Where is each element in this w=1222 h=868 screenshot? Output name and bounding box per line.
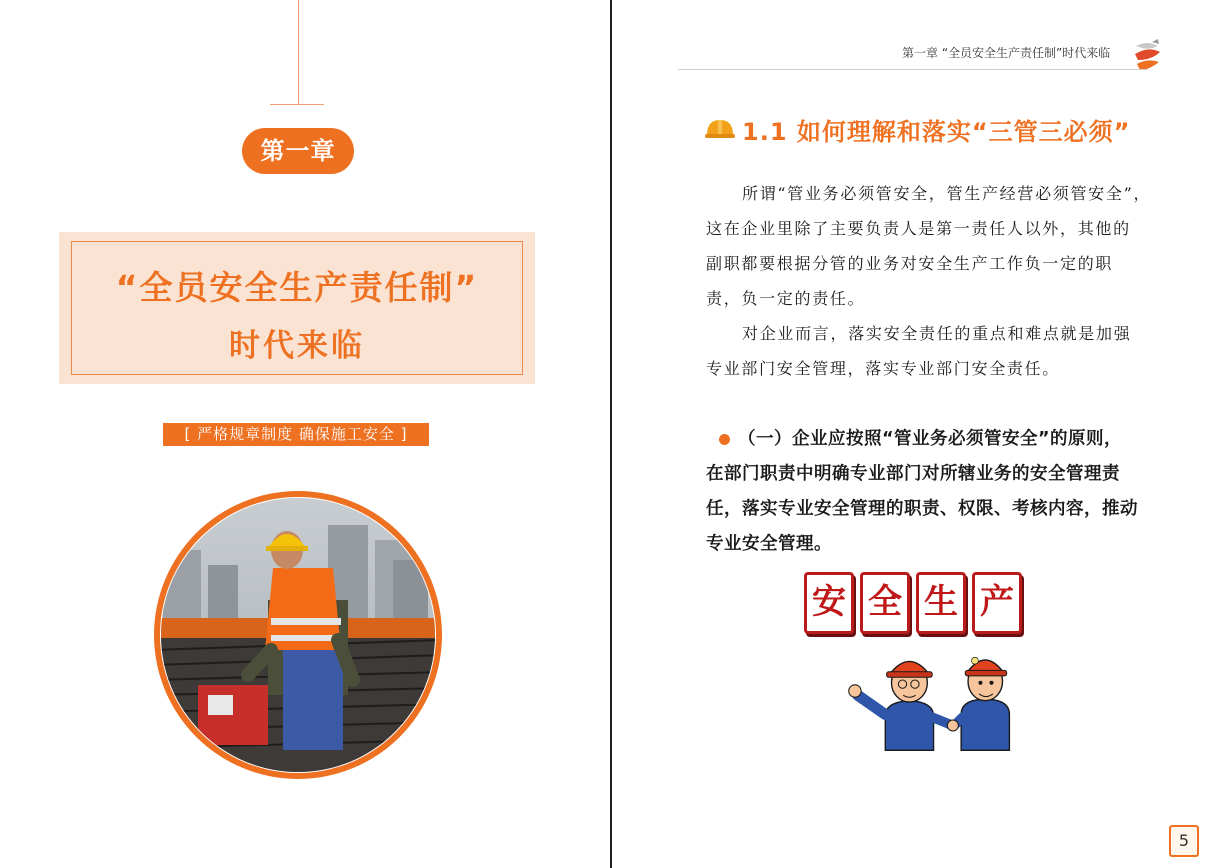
chapter-title-box [59,232,535,384]
paragraph-1-line: 所谓“管业务必须管安全，管生产经营必须管安全”， [742,184,1152,203]
paragraph-1 [706,176,1158,316]
header-divider [678,69,1148,70]
paragraph-2 [706,316,1158,386]
paragraph-2-line: 专业部门安全管理，落实专业部门安全责任。 [706,359,1061,378]
paragraph-1-line: 这在企业里除了主要负责人是第一责任人以外，其他的 [706,219,1131,238]
sign-tile: 全 [860,572,910,634]
bold-item-line: （一）企业应按照“管业务必须管安全”的原则， [738,429,1123,449]
running-header: 第一章 “全员安全生产责任制”时代来临 [902,46,1111,60]
safety-sign [802,572,1022,634]
hard-hat-icon [704,117,736,141]
paragraph-2-line: 对企业而言，落实安全责任的重点和难点就是加强 [742,324,1132,343]
sign-tile: 安 [804,572,854,634]
construction-worker-photo [153,490,443,780]
chapter-title-line1: “全员安全生产责任制” [115,268,479,307]
decorative-horizontal-line [270,104,324,105]
paragraph-1-line: 副职都要根据分管的业务对安全生产工作负一定的职 [706,254,1114,273]
chapter-title-frame [71,241,523,375]
chapter-title-line2: 时代来临 [229,328,365,364]
paragraph-1-line: 责，负一定的责任。 [706,289,866,308]
left-page [0,0,610,868]
section-title: 1.1 如何理解和落实“三管三必须” [742,118,1131,146]
bold-item [706,422,1166,562]
right-page [612,0,1222,868]
bold-item-line: 任，落实专业安全管理的职责、权限、考核内容，推动 [706,499,1138,519]
bold-item-line: 在部门职责中明确专业部门对所辖业务的安全管理责 [706,464,1120,484]
page-number: 5 [1169,825,1199,857]
chapter-badge: 第一章 [242,128,354,174]
decorative-vertical-line [298,0,299,104]
workers-handshake-illustration [802,640,1072,800]
bold-item-line: 专业安全管理。 [706,534,832,554]
sign-tile: 产 [972,572,1022,634]
sign-tile: 生 [916,572,966,634]
chapter-tagline: [ 严格规章制度 确保施工安全 ] [163,423,429,446]
